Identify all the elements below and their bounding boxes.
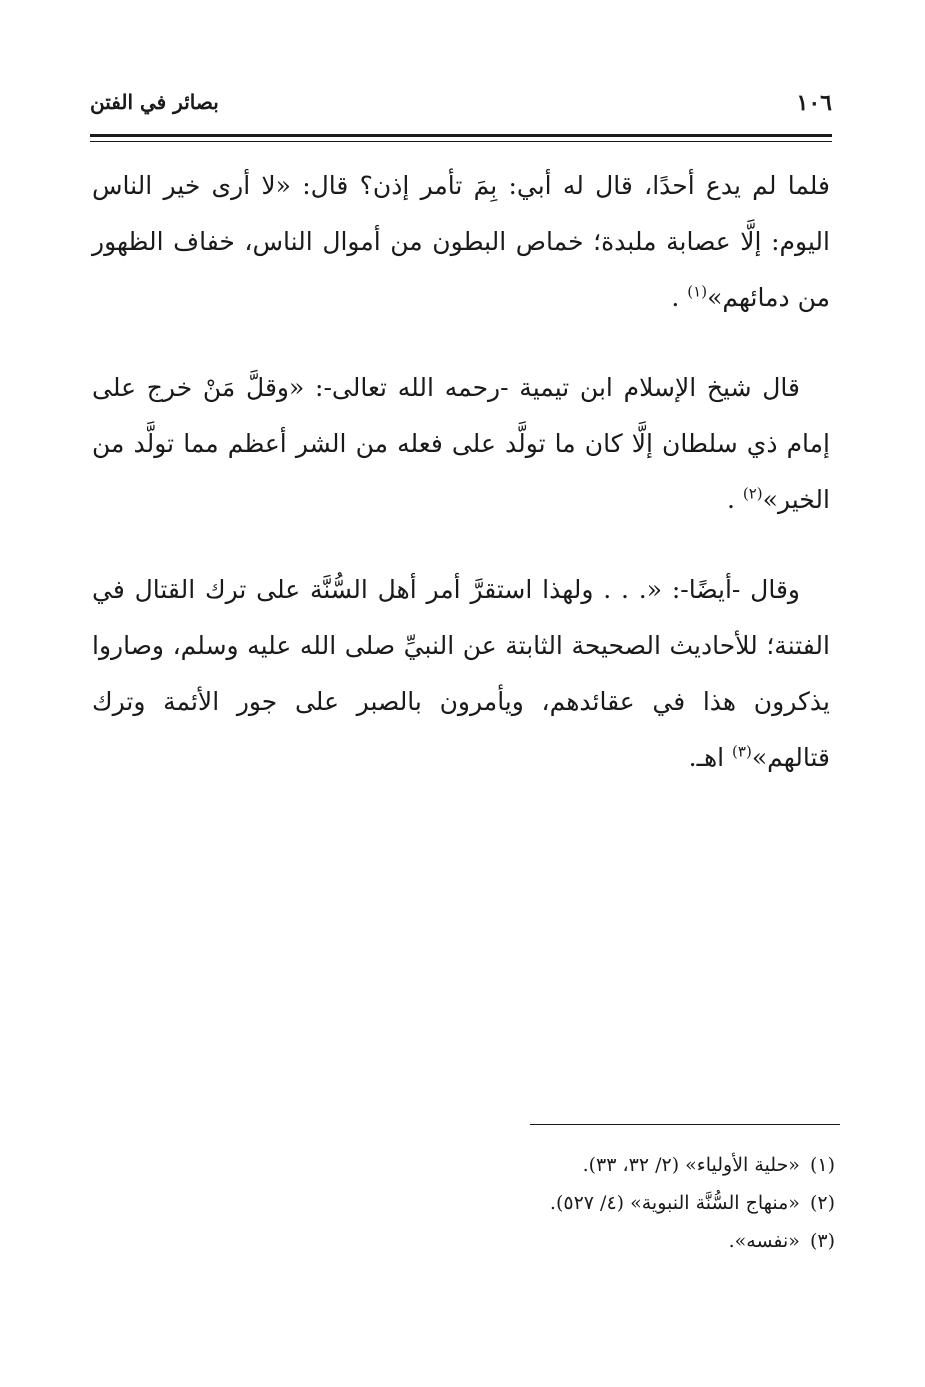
page-number: ١٠٦ (796, 90, 832, 116)
footnote-2 (430, 1184, 835, 1222)
footnote-separator (530, 1124, 840, 1125)
footnote-text: «منهاج السُّنَّة النبوية» (٤/ ٥٢٧). (549, 1192, 800, 1214)
running-title: بصائر في الفتن (90, 90, 219, 114)
page-header (90, 90, 832, 130)
footnote-1 (430, 1146, 835, 1184)
header-rule-thick (90, 134, 832, 137)
footnote-number: (٣) (809, 1230, 835, 1252)
paragraph-tail: . (726, 485, 743, 514)
paragraph-3 (92, 562, 830, 786)
footnote-number: (١) (809, 1154, 835, 1176)
footnote-text: «حلية الأولياء» (٢/ ٣٢، ٣٣). (582, 1154, 800, 1176)
footnotes (430, 1146, 835, 1260)
main-text (92, 158, 830, 820)
paragraph-2 (92, 360, 830, 528)
paragraph-1 (92, 158, 830, 326)
paragraph-text: وقال -أيضًا-: «. . . ولهذا استقرَّ أمر أهل السُّنَّة على ترك القتال في الفتنة؛ للأحاديث الصحيحة الثابتة عن النبيِّ صلى الله عليه وسلم، وصاروا يذكرون هذا في عقائدهم، ويأمرون بالصبر على جور الأئمة وترك قتالهم» (92, 575, 830, 772)
footnote-text: «نفسه». (728, 1230, 800, 1252)
header-rule-thin (90, 141, 832, 142)
footnote-reference-1[interactable]: (١) (687, 282, 708, 301)
paragraph-text: فلما لم يدع أحدًا، قال له أبي: بِمَ تأمر إذن؟ قال: «لا أرى خير الناس اليوم: إلَّا عصابة ملبدة؛ خماص البطون من أموال الناس، خفاف الظهور من دمائهم» (92, 171, 830, 312)
paragraph-text: قال شيخ الإسلام ابن تيمية -رحمه الله تعالى-: «وقلَّ مَنْ خرج على إمام ذي سلطان إلَّا كان ما تولَّد على فعله من الشر أعظم مما تولَّد من الخير» (92, 373, 830, 514)
footnote-reference-3[interactable]: (٣) (732, 742, 752, 761)
footnote-3 (430, 1222, 835, 1260)
paragraph-tail: . (671, 283, 688, 312)
paragraph-tail: اهـ. (688, 743, 733, 772)
footnote-reference-2[interactable]: (٢) (742, 484, 763, 503)
footnote-number: (٢) (809, 1192, 835, 1214)
